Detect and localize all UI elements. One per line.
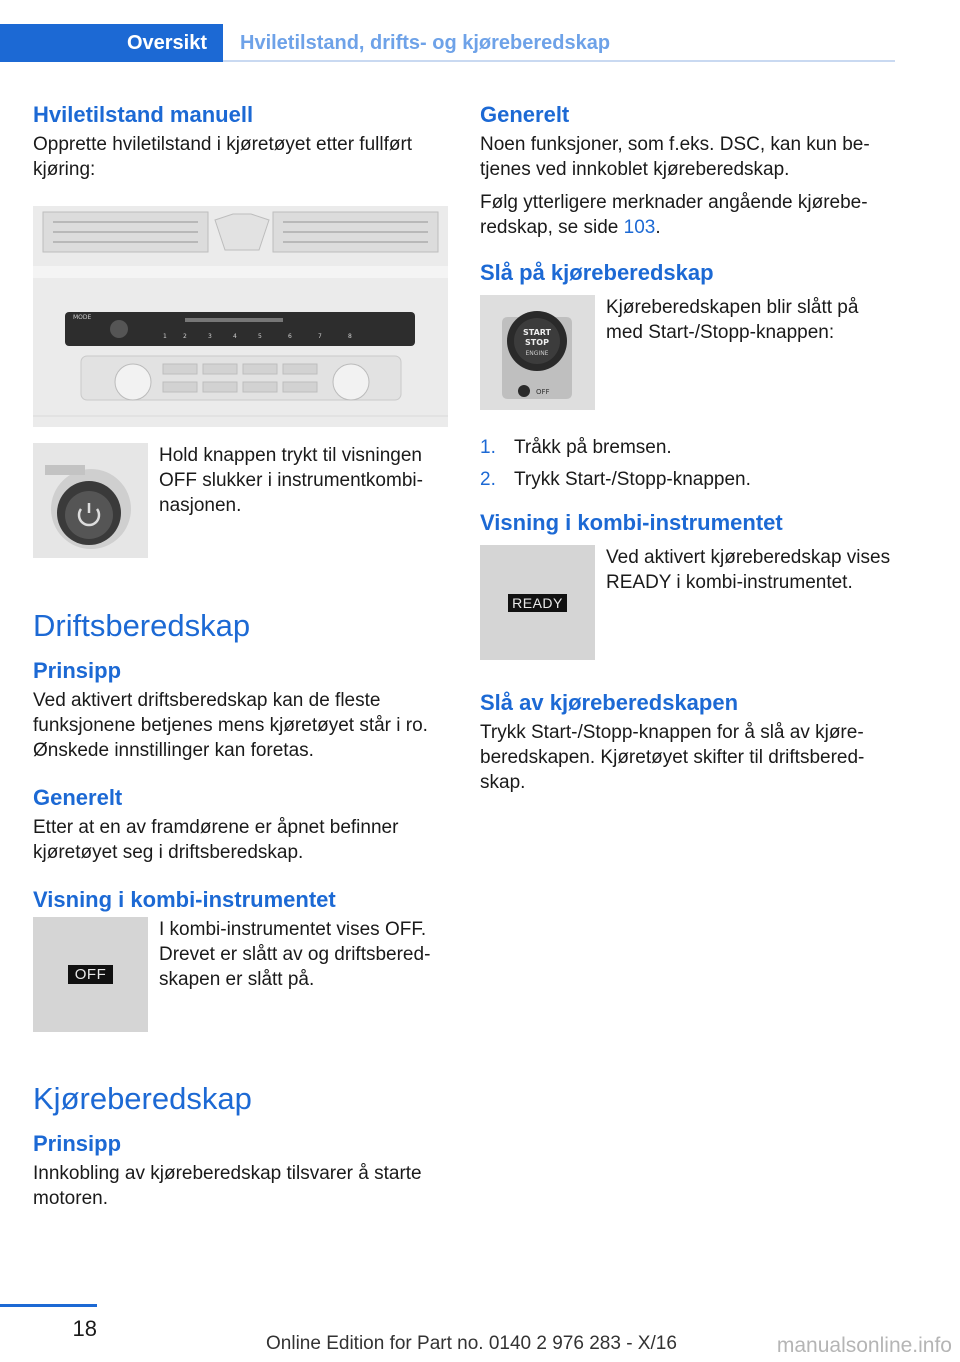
page-number: 18 [72, 1316, 97, 1341]
step-item: 2. Trykk Start-/Stopp-knappen. [480, 469, 751, 490]
steps-list [480, 435, 895, 492]
dashboard-illustration [33, 206, 448, 427]
edition-text: Online Edition for Part no. 0140 2 976 283 - X/16 [266, 1333, 677, 1354]
heading-prinsipp-1: Prinsipp [33, 658, 122, 683]
ready-label: READY [508, 594, 567, 612]
heading-sla-pa: Slå på kjøreberedskap [480, 260, 714, 285]
heading-sla-av: Slå av kjøreberedskapen [480, 690, 739, 715]
power-knob-image [33, 443, 148, 558]
start-text: START [522, 328, 552, 337]
paragraph-sla-av: Trykk Start-/Stopp-knappen for å slå av kjøreberedskapen. Kjøretøyet skifter til driftsberedskap. [480, 722, 865, 793]
svg-text:MODE: MODE [73, 314, 92, 321]
page-link-103[interactable]: 103 [623, 217, 656, 238]
svg-text:3: 3 [208, 333, 212, 340]
paragraph-prinsipp-2: Innkobling av kjøreberedskap tilsvarer å starte motoren. [33, 1163, 422, 1209]
off-label: OFF [68, 965, 114, 984]
paragraph-generelt-b: Følg ytterligere merknader angående kjøreberedskap, se side 103. [480, 192, 868, 238]
start-off-text: OFF [536, 388, 550, 396]
tab-oversikt[interactable]: Oversikt [0, 24, 223, 62]
svg-text:2: 2 [183, 333, 187, 340]
heading-generelt: Generelt [480, 102, 570, 127]
paragraph-hold: Hold knappen trykt til visningen OFF slukker i instrumentkombinasjonen. [159, 445, 423, 516]
heading-hviletilstand-manuell: Hviletilstand manuell [33, 102, 254, 127]
start-button-row [480, 295, 895, 410]
dashboard-image [33, 206, 448, 427]
header-divider [223, 60, 895, 62]
ready-display-row [480, 545, 895, 660]
off-display-row [33, 917, 449, 1032]
svg-text:4: 4 [233, 333, 237, 340]
power-knob-row [33, 443, 449, 558]
stop-text: STOP [525, 338, 549, 347]
svg-text:5: 5 [258, 333, 262, 340]
ready-display-image [480, 545, 595, 660]
section-title[interactable]: Hviletilstand, drifts- og kjøreberedskap [240, 32, 611, 54]
start-stop-image [480, 295, 595, 410]
heading-prinsipp-2: Prinsipp [33, 1131, 122, 1156]
paragraph-prinsipp-1: Ved aktivert driftsberedskap kan de fleste funksjonene betjenes mens kjøretøyet står i ro. Ønskede innstillinger kan foretas. [33, 690, 428, 761]
watermark: manualsonline.info [776, 1334, 952, 1357]
paragraph-generelt-1: Etter at en av framdørene er åpnet befinner kjøretøyet seg i driftsberedskap. [33, 817, 399, 863]
engine-text: ENGINE [525, 350, 549, 357]
left-column [33, 100, 449, 1211]
svg-text:8: 8 [348, 333, 352, 340]
svg-text:1: 1 [163, 333, 167, 340]
off-display-image [33, 917, 148, 1032]
paragraph-sla-pa: Kjøreberedskapen blir slått på med Start-/Stopp-knappen: [606, 297, 859, 343]
paragraph-manuell: Opprette hviletilstand i kjøretøyet etter fullført kjøring: [33, 134, 413, 180]
paragraph-visning-1: I kombi-instrumentet vises OFF. Drevet er slått av og driftsberedskapen er slått på. [159, 919, 431, 990]
heading-driftsberedskap: Driftsberedskap [33, 608, 251, 643]
start-stop-icon [480, 295, 595, 410]
power-icon [33, 443, 148, 558]
right-column [480, 100, 895, 795]
heading-visning-1: Visning i kombi-instrumentet [33, 887, 336, 912]
svg-text:7: 7 [318, 333, 322, 340]
heading-kjoreberedskap: Kjøreberedskap [33, 1081, 252, 1116]
paragraph-visning: Ved aktivert kjøreberedskap vises READY i kombi-instrumentet. [606, 547, 891, 593]
svg-text:6: 6 [288, 333, 292, 340]
footer-accent-bar [0, 1304, 97, 1307]
heading-visning: Visning i kombi-instrumentet [480, 510, 783, 535]
step-item: 1. Tråkk på bremsen. [480, 437, 672, 458]
heading-generelt-1: Generelt [33, 785, 123, 810]
page-header [0, 24, 895, 62]
paragraph-generelt-a: Noen funksjoner, som f.eks. DSC, kan kun betjenes ved innkoblet kjøreberedskap. [480, 134, 870, 180]
